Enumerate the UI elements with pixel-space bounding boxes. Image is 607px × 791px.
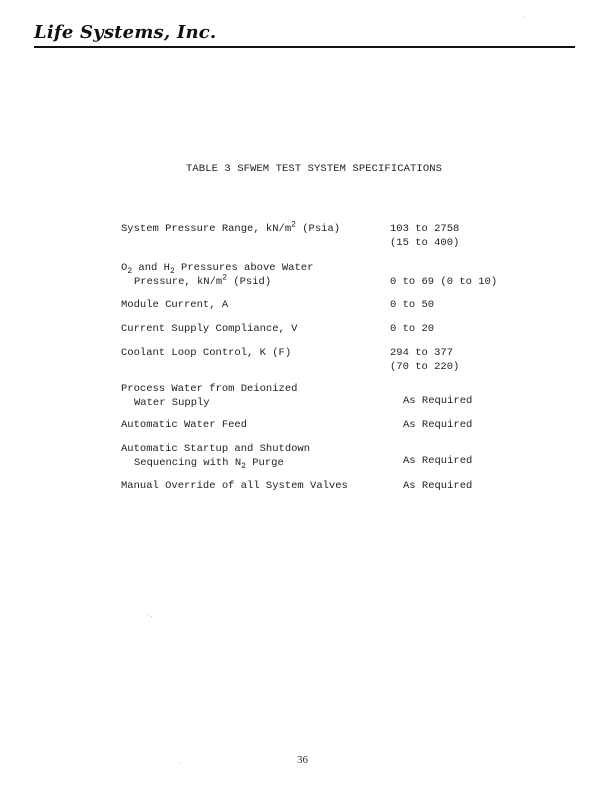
value-line: 0 to 20 [390,323,435,335]
label-text: (Psid) [227,276,272,288]
label-text: Purge [245,457,284,469]
label-line: Automatic Startup and Shutdown [121,443,311,455]
value-line: 103 to 2758 [390,223,460,235]
spec-label [121,382,297,410]
label-superscript: 2 [291,220,296,230]
value-line: 294 to 377 [390,347,454,359]
value-line: As Required [403,480,473,492]
spec-value [390,322,434,336]
value-line: As Required [403,419,473,431]
value-line: 0 to 69 (0 to 10) [390,276,498,288]
label-line: Process Water from Deionized [121,383,298,395]
label-superscript: 2 [222,273,228,283]
label-text: Pressures above Water [174,262,314,274]
spec-label [121,261,313,289]
spec-value [390,298,434,312]
spec-label: Coolant Loop Control, K (F) [121,347,292,359]
company-header: Life Systems, Inc. [34,22,217,43]
spec-label: Current Supply Compliance, V [121,323,298,335]
label-line [121,275,313,289]
spec-value [390,275,497,289]
spec-label: Automatic Water Feed [121,419,248,431]
label-text: System Pressure Range, kN/m [121,223,292,235]
label-text: Pressure, kN/m [134,276,223,288]
page-number: 36 [297,754,308,766]
value-line: As Required [403,455,473,467]
label-text: and H [132,262,170,274]
spec-value [403,479,472,493]
spec-value [390,222,459,250]
header-divider [34,46,575,48]
label-text: (Psia) [295,223,341,235]
value-line: As Required [403,395,473,407]
label-line [121,456,310,470]
spec-value [403,454,472,468]
scan-speck: · [178,760,182,767]
spec-value [390,346,459,374]
label-subscript: 2 [169,267,175,277]
spec-label: Module Current, A [121,299,229,311]
table-title: TABLE 3 SFWEM TEST SYSTEM SPECIFICATIONS [186,163,443,175]
value-line: 0 to 50 [390,299,435,311]
label-subscript: 2 [127,267,133,277]
spec-label [121,442,310,470]
label-text: O [121,262,128,274]
label-subscript: 2 [241,462,246,472]
scan-speck: ·. [146,612,154,619]
label-text: Sequencing with N [134,457,242,469]
spec-value [403,418,472,432]
spec-value [403,394,472,408]
value-line: (15 to 400) [390,237,460,249]
spec-label: Manual Override of all System Valves [121,480,348,492]
label-line: Water Supply [134,397,210,409]
label-line [121,261,313,275]
scan-speck: · [522,14,526,21]
value-line: (70 to 220) [390,361,460,373]
spec-label [121,222,340,236]
